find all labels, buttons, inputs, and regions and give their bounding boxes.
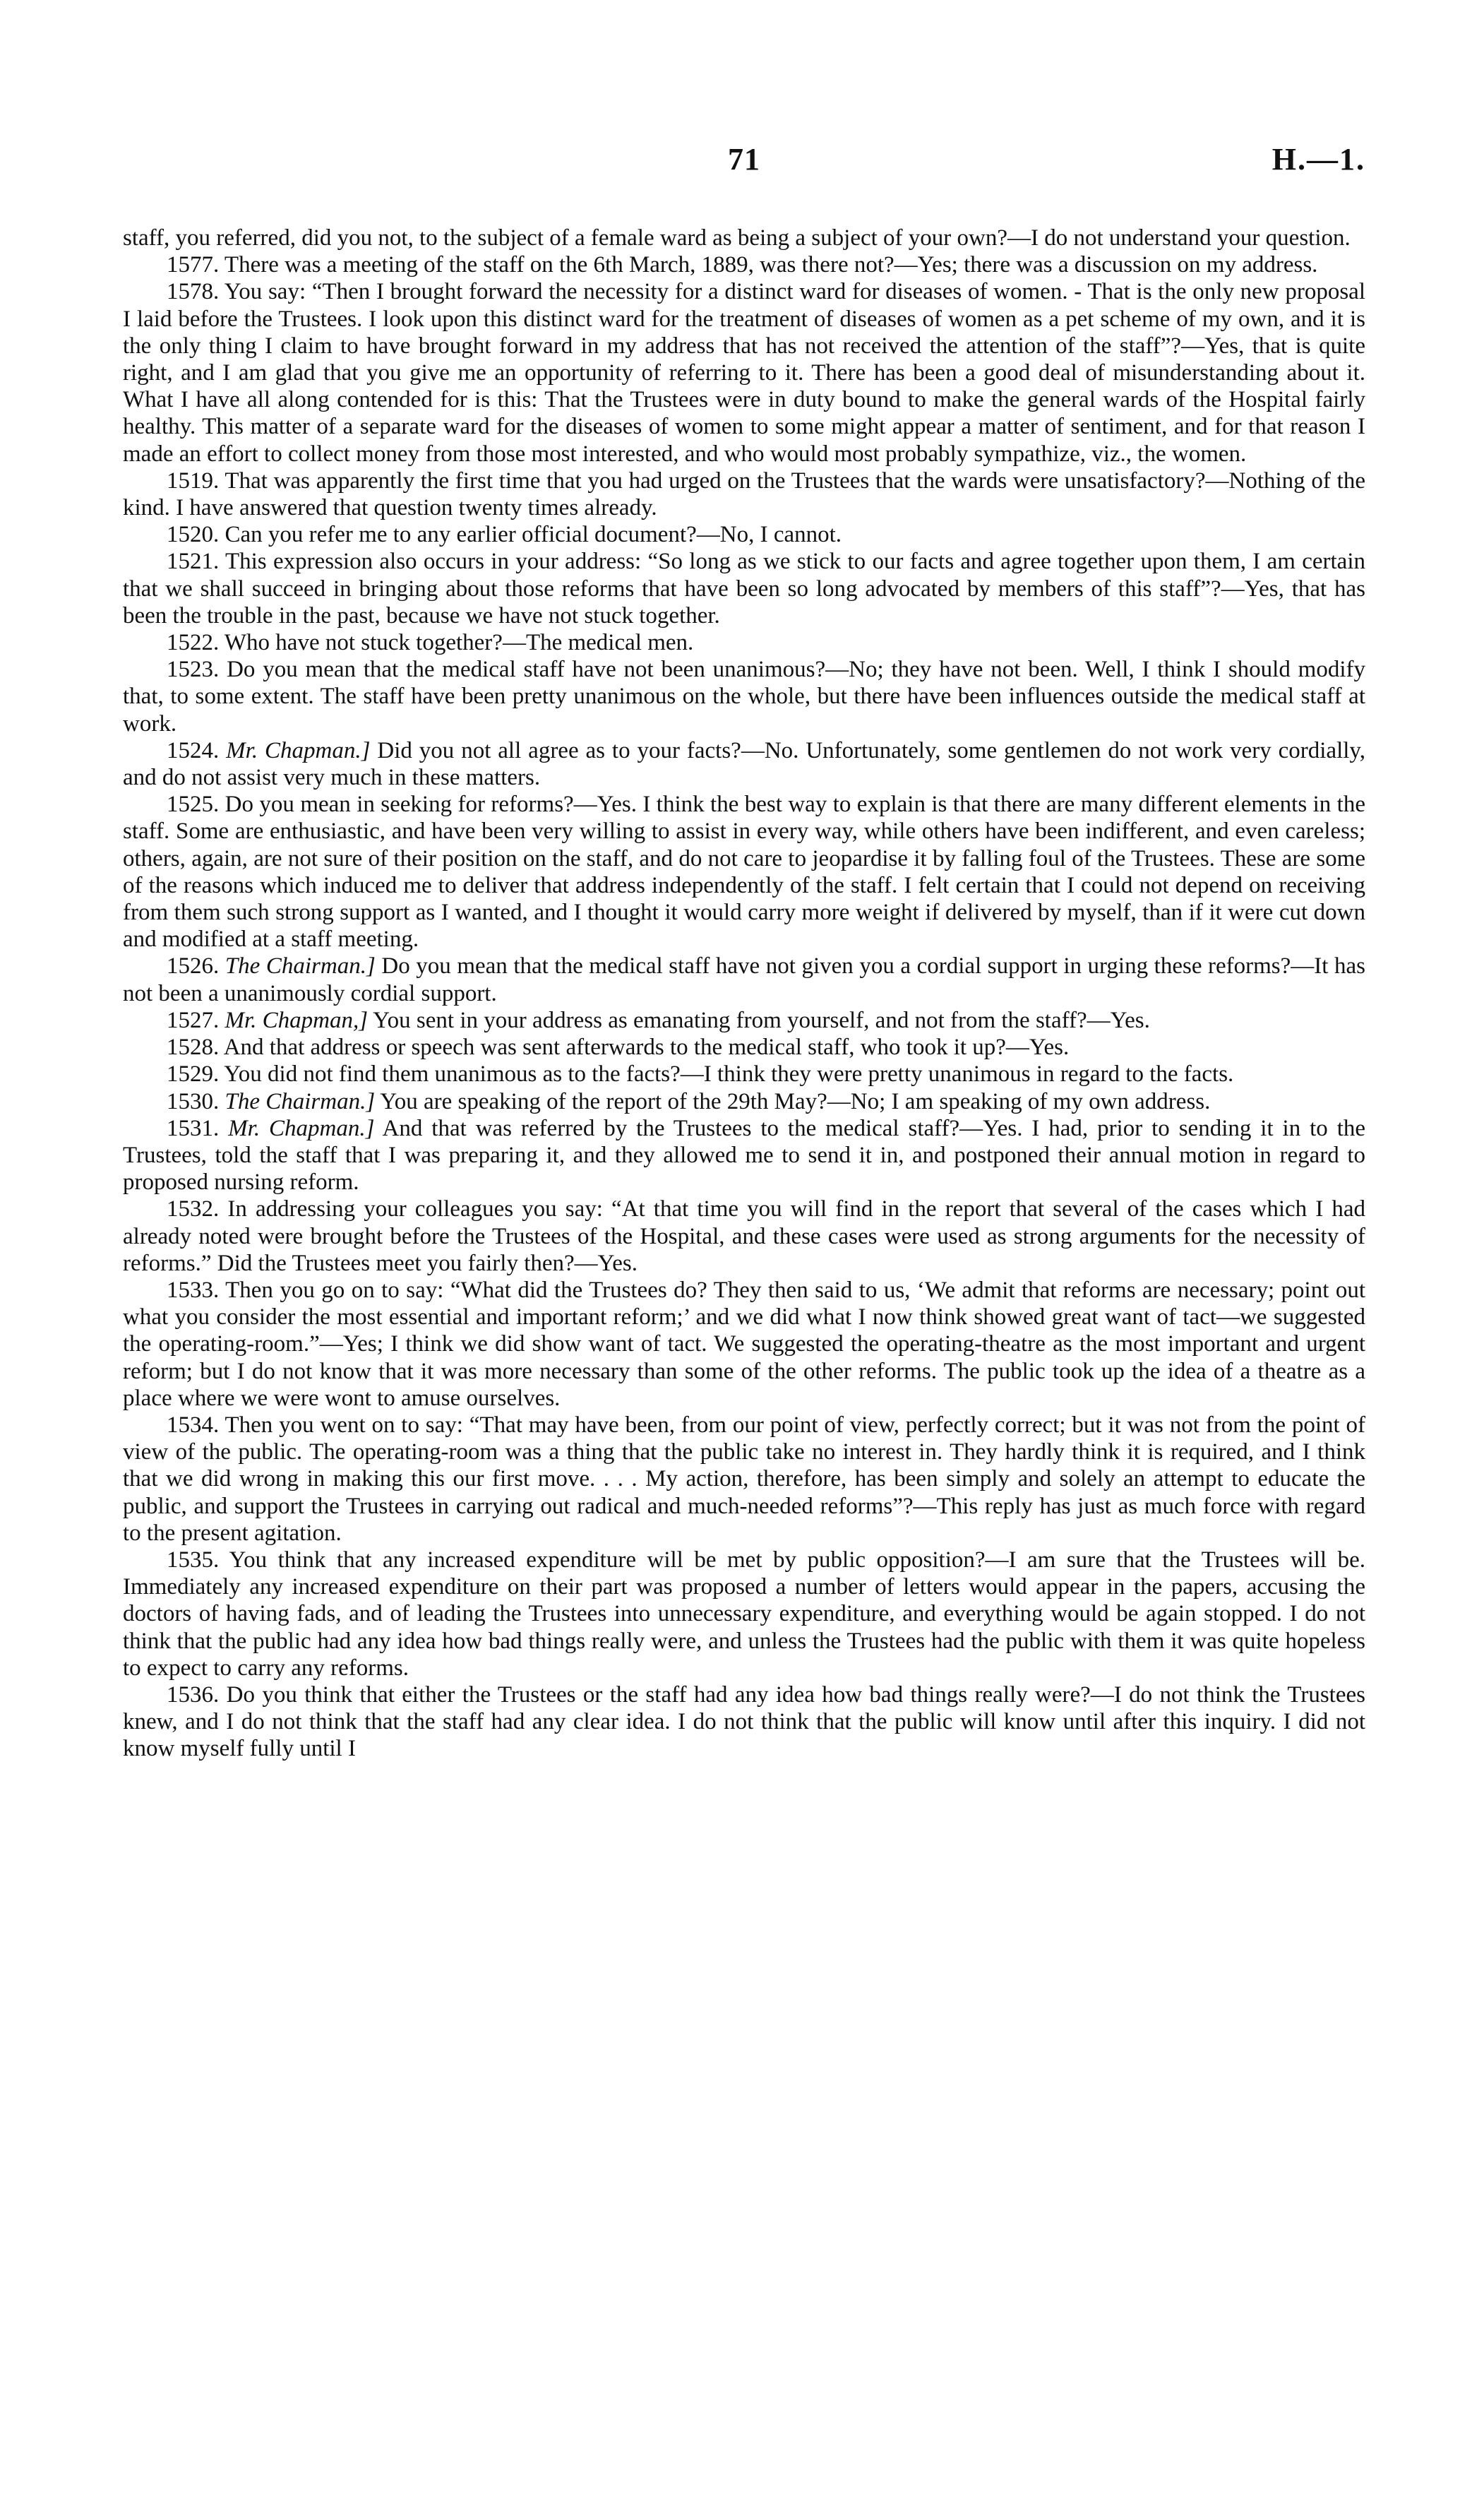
question-text: In addressing your colleagues you say: “At that time you will find in the report that several of the cases which I had already noted were brought before the Trustees of the Hospital, and these cases were used as strong arguments for the necessity of reforms.” Did the Trustees meet you fairly then?—Yes. xyxy=(123,1196,1365,1276)
question-number: 1520. xyxy=(167,522,220,548)
question-text: Do you think that either the Trustees or the staff had any idea how bad things really were?—I do not think the Trustees knew, and I do not think that the staff had any clear idea. I do not think that the public will know until after this inquiry. I did not know myself fully until I xyxy=(123,1681,1365,1762)
speaker-label: The Chairman.] xyxy=(225,953,376,979)
question-number: 1535. xyxy=(167,1547,220,1573)
question-1521 xyxy=(123,548,1365,629)
question-text: You are speaking of the report of the 29th May?—No; I am speaking of my own address. xyxy=(380,1088,1211,1114)
question-number: 1524. xyxy=(167,737,220,763)
speaker-label: Mr. Chapman.] xyxy=(226,737,371,763)
question-number: 1534. xyxy=(167,1412,220,1438)
speaker-label: The Chairman.] xyxy=(225,1088,376,1114)
question-1532 xyxy=(123,1196,1365,1277)
question-1524 xyxy=(123,737,1365,791)
question-1523 xyxy=(123,656,1365,737)
question-number: 1578. xyxy=(167,279,220,305)
speaker-label: Mr. Chapman.] xyxy=(228,1115,375,1141)
question-1519 xyxy=(123,468,1365,521)
page-number: 71 xyxy=(728,142,760,177)
page-header xyxy=(123,141,1365,184)
question-1528 xyxy=(123,1034,1365,1061)
question-1527 xyxy=(123,1007,1365,1034)
question-text: Did you not all agree as to your facts?—No. Unfortunately, some gentlemen do not work very cordially, and do not assist very much in these matters. xyxy=(123,737,1366,791)
question-1577 xyxy=(123,251,1365,278)
question-number: 1525. xyxy=(167,792,220,818)
question-text: You did not find them unanimous as to the facts?—I think they were pretty unanimous in regard to the facts. xyxy=(224,1061,1234,1088)
question-number: 1526. xyxy=(167,953,220,979)
question-1578 xyxy=(123,278,1365,467)
question-1520 xyxy=(123,521,1365,548)
question-1525 xyxy=(123,791,1365,953)
question-number: 1521. xyxy=(167,549,220,575)
question-number: 1519. xyxy=(167,468,220,494)
question-text: Then you went on to say: “That may have been, from our point of view, perfectly correct; but it was not from the point of view of the public. The operating-room was a thing that the public take no interest in. They hardly think it is required, and I think that we did wrong in making this our first move. . . . My action, therefore, has been simply and solely an attempt to educate the public, and support the Trustees in carrying out radical and much-needed reforms”?—This reply has just as much force with regard to the present agitation. xyxy=(123,1412,1365,1546)
question-number: 1529. xyxy=(167,1061,220,1088)
question-number: 1523. xyxy=(167,657,220,683)
question-1529 xyxy=(123,1061,1365,1088)
question-number: 1522. xyxy=(167,630,220,656)
question-text: Do you mean in seeking for reforms?—Yes. I think the best way to explain is that there are many different elements in the staff. Some are enthusiastic, and have been very willing to assist in every way, while others have been indifferent, and even careless; others, again, are not sure of their position on the staff, and do not care to jeopardise it by falling foul of the Trustees. These are some of the reasons which induced me to deliver that address independently of the staff. I felt certain that I could not depend on receiving from them such strong support as I wanted, and I thought it would carry more weight if delivered by myself, than if it were cut down and modified at a staff meeting. xyxy=(123,792,1366,953)
question-number: 1528. xyxy=(167,1035,220,1061)
question-number: 1577. xyxy=(167,252,220,278)
question-text: Can you refer me to any earlier official document?—No, I cannot. xyxy=(225,522,842,548)
evidence-text xyxy=(123,225,1365,1763)
question-number: 1532. xyxy=(167,1196,220,1222)
document-reference: H.—1. xyxy=(1271,142,1365,177)
question-text: This expression also occurs in your address: “So long as we stick to our facts and agree together upon them, I am certain that we shall succeed in bringing about those reforms that have been so long advocated by members of this staff”?—Yes, that has been the trouble in the past, because we have not stuck together. xyxy=(123,549,1365,629)
question-text: You say: “Then I brought forward the necessity for a distinct ward for diseases of women. - That is the only new proposal I laid before the Trustees. I look upon this distinct ward for the treatment of diseases of women as a pet scheme of my own, and it is the only thing I claim to have brought forward in my address that has not received the attention of the staff”?—Yes, that is quite right, and I am glad that you give me an opportunity of referring to it. There has been a good deal of misunderstanding about it. What I have all along contended for is this: That the Trustees were in duty bound to make the general wards of the Hospital fairly healthy. This matter of a separate ward for the diseases of women to some might appear a matter of sentiment, and for that reason I made an effort to collect money from those most interested, and who would most probably sympathize, viz., the women. xyxy=(123,279,1365,467)
question-text: And that address or speech was sent afterwards to the medical staff, who took it up?—Yes. xyxy=(223,1035,1070,1061)
question-text: Do you mean that the medical staff have not given you a cordial support in urging these reforms?—It has not been a unanimously cordial support. xyxy=(123,953,1366,1006)
answer-text: staff, you referred, did you not, to the subject of a female ward as being a subject of your own?—I do not understand your question. xyxy=(123,225,1351,251)
question-text: That was apparently the first time that you had urged on the Trustees that the wards were unsatisfactory?—Nothing of the kind. I have answered that question twenty times already. xyxy=(123,468,1365,521)
question-text: You think that any increased expenditure will be met by public opposition?—I am sure that the Trustees will be. Immediately any increased expenditure on their part was proposed a number of letters would appear in the papers, accusing the doctors of having fads, and of leading the Trustees into unnecessary expenditure, and everything would be again stopped. I do not think that the public had any idea how bad things really were, and unless the Trustees had the public with them it was quite hopeless to expect to carry any reforms. xyxy=(123,1547,1365,1681)
question-text: You sent in your address as emanating from yourself, and not from the staff?—Yes. xyxy=(373,1007,1150,1033)
question-number: 1531. xyxy=(167,1115,220,1141)
question-text: And that was referred by the Trustees to the medical staff?—Yes. I had, prior to sending it in to the Trustees, told the staff that I was preparing it, and they allowed me to send it in, and postponed their annual motion in regard to proposed nursing reform. xyxy=(123,1115,1366,1196)
question-1535 xyxy=(123,1547,1365,1681)
question-1531 xyxy=(123,1115,1365,1196)
question-1530 xyxy=(123,1088,1365,1115)
paragraph-continuation xyxy=(123,225,1365,251)
question-1522 xyxy=(123,629,1365,656)
question-number: 1536. xyxy=(167,1681,220,1708)
question-text: Then you go on to say: “What did the Trustees do? They then said to us, ‘We admit that reforms are necessary; point out what you consider the most essential and important reform;’ and we did what I now think showed great want of tact—we suggested the operating-room.”—Yes; I think we did show want of tact. We suggested the operating-theatre as the most important and urgent reform; but I do not know that it was more necessary than some of the other reforms. The public took up the idea of a theatre as a place where we were wont to amuse ourselves. xyxy=(123,1277,1365,1411)
question-1526 xyxy=(123,953,1365,1006)
question-number: 1533. xyxy=(167,1277,220,1303)
question-text: Who have not stuck together?—The medical men. xyxy=(224,630,694,656)
speaker-label: Mr. Chapman,] xyxy=(225,1007,369,1033)
question-number: 1530. xyxy=(167,1088,220,1114)
question-number: 1527. xyxy=(167,1007,220,1033)
question-text: Do you mean that the medical staff have not been unanimous?—No; they have not been. Well, I think I should modify that, to some extent. The staff have been pretty unanimous on the whole, but there have been influences outside the medical staff at work. xyxy=(123,657,1365,737)
question-1534 xyxy=(123,1412,1365,1547)
question-1536 xyxy=(123,1681,1365,1763)
question-text: There was a meeting of the staff on the 6th March, 1889, was there not?—Yes; there was a discussion on my address. xyxy=(224,252,1318,278)
question-1533 xyxy=(123,1277,1365,1412)
